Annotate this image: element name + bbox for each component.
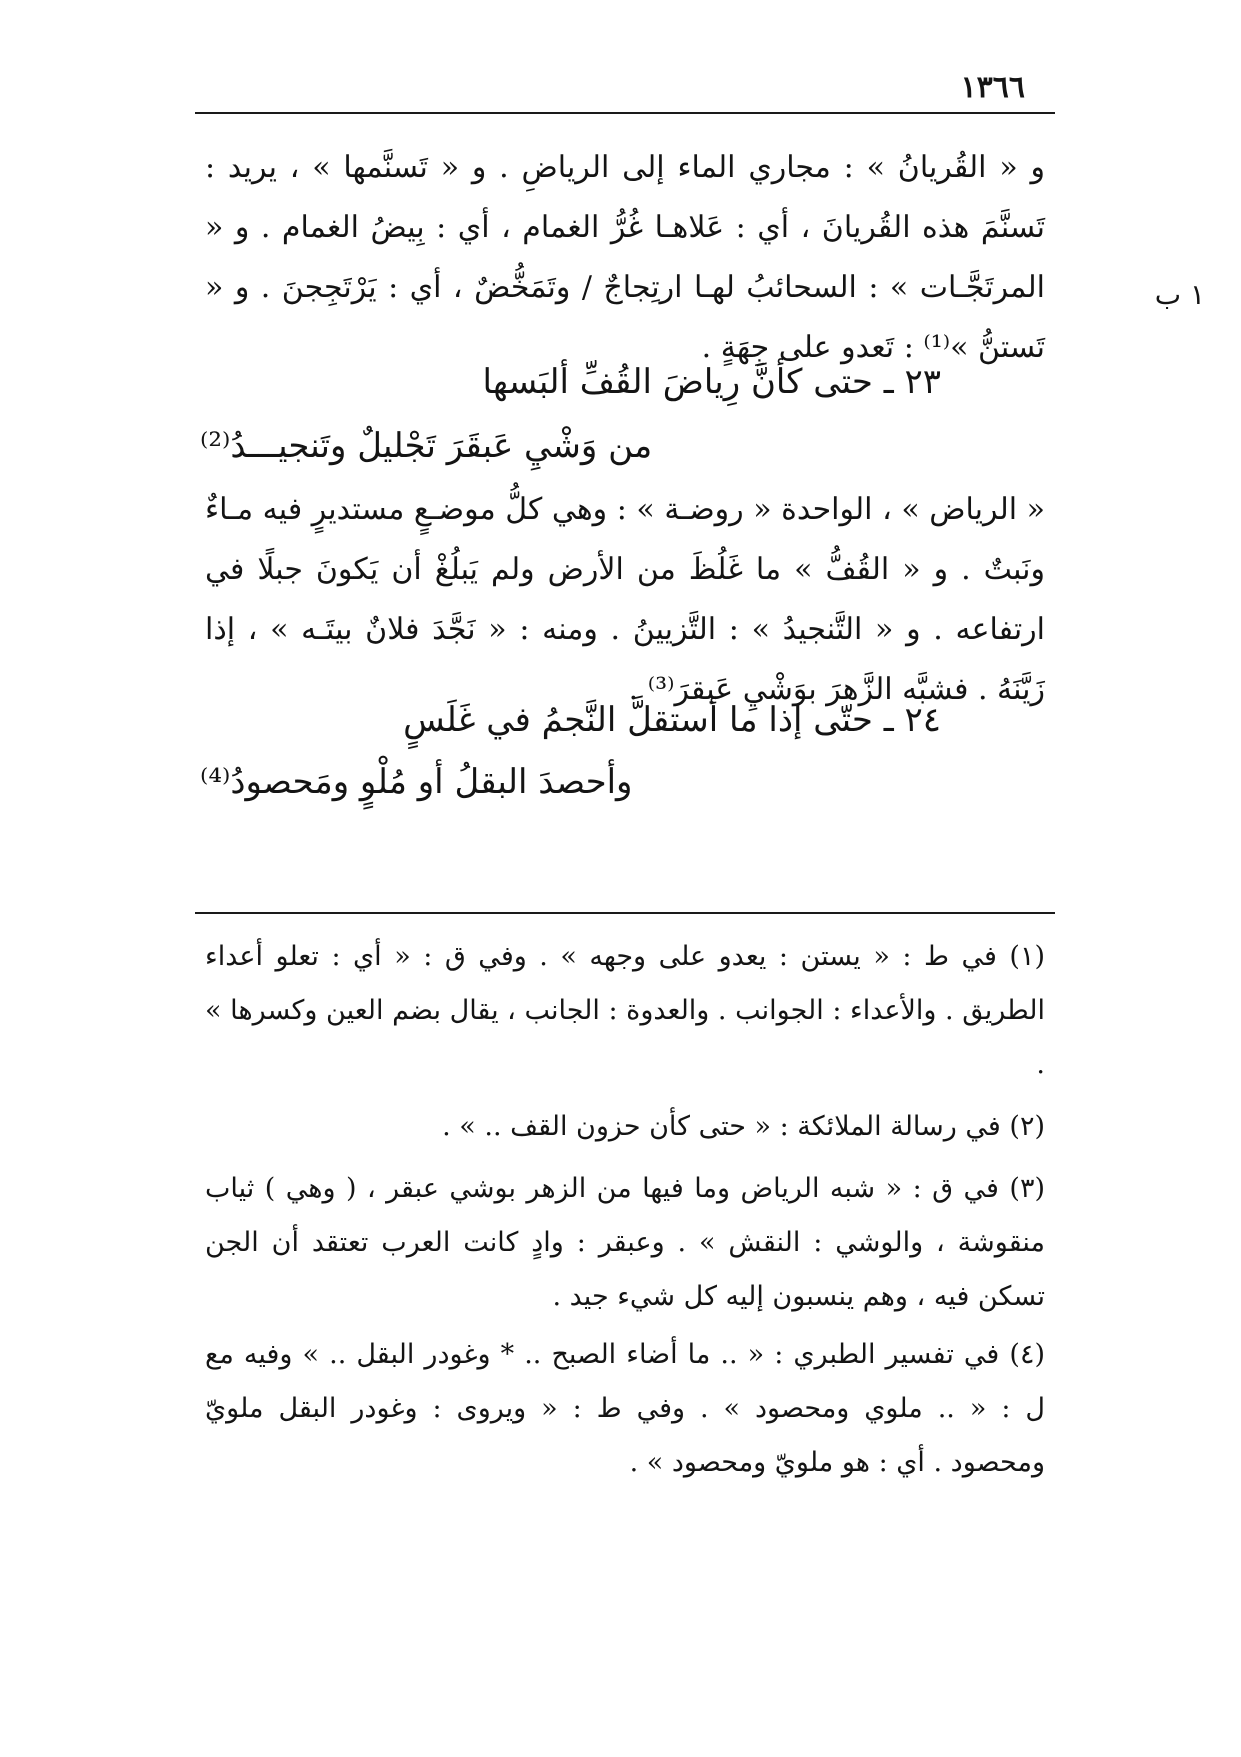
verse-24-second-hemistich: وأحصدَ البقلُ أو مُلْوٍ ومَحصودُ⁽⁴⁾ [200, 762, 633, 802]
commentary-paragraph-1: و « القُريانُ » : مجاري الماء إلى الرياضِ . و « تَسنَّمها » ، يريد : تَسنَّمَ هذه القُريانَ ، أي : عَلاهـا غُرُّ الغمام ، أي : بِيضُ الغمام . و « المرتَجَّـات » : السحائبُ لهـا ارتِجاجٌ / وتَمَخُّضٌ ، أي : يَرْتَجِجنَ . و « تَستنُّ »⁽¹⁾ : تَعدو على جِهَةٍ . [205, 150, 1045, 365]
commentary-paragraph-2: « الرياض » ، الواحدة « روضـة » : وهي كلُّ موضـعٍ مستديرٍ فيه مـاءٌ ونَبتٌ . و « القُفُّ » ما غَلُظَ من الأرض ولم يَبلُغْ أن يَكونَ جبلًا في ارتفاعه . و « التَّنجيدُ » : التَّزيينُ . ومنه : « نَجَّدَ فلانٌ بيتَـه » ، إذا زَيَّنَهُ . فشبَّه الزَّهرَ بوَشْيِ عَبقرَ⁽³⁾ . [205, 492, 1045, 707]
page-number: ١٣٦٦ [960, 70, 1025, 105]
footnote-2: (٢) في رسالة الملائكة : « حتى كأن حزون القف .. » . [442, 1111, 1045, 1142]
footnote-3: (٣) في ق : « شبه الرياض وما فيها من الزهر بوشي عبقر ، ( وهي ) ثياب منقوشة ، والوشي : النقش » . وعبقر : وادٍ كانت العرب تعتقد أن الجن تسكن فيه ، وهم ينسبون إليه كل شيء جيد . [205, 1173, 1045, 1312]
margin-folio-note: ١ ب [1154, 278, 1205, 311]
footnote-1: (١) في ط : « يستن : يعدو على وجهه » . وفي ق : « أي : تعلو أعداء الطريق . والأعداء : الجوانب . والعدوة : الجانب ، يقال بضم العين وكسرها » . [205, 941, 1045, 1080]
footnote-rule [195, 912, 1055, 914]
verse-24-first-hemistich: ٢٤ ـ حتّى إذا ما أستقلَّ النَّجمُ في غَلَسٍ [403, 700, 941, 740]
footnote-4: (٤) في تفسير الطبري : « .. ما أضاء الصبح .. * وغودر البقل .. » وفيه مع ل : « .. ملوي ومحصود » . وفي ط : « ويروى : وغودر البقل ملويّ ومحصود . أي : هو ملويّ ومحصود » . [205, 1339, 1045, 1478]
verse-23-second-hemistich: من وَشْيِ عَبقَرَ تَجْليلٌ وتَنجيـــدُ⁽²⁾ [200, 426, 653, 466]
verse-23-first-hemistich: ٢٣ ـ حتى كأنَّ رِياضَ القُفِّ ألبَسها [482, 362, 941, 402]
header-rule [195, 112, 1055, 114]
